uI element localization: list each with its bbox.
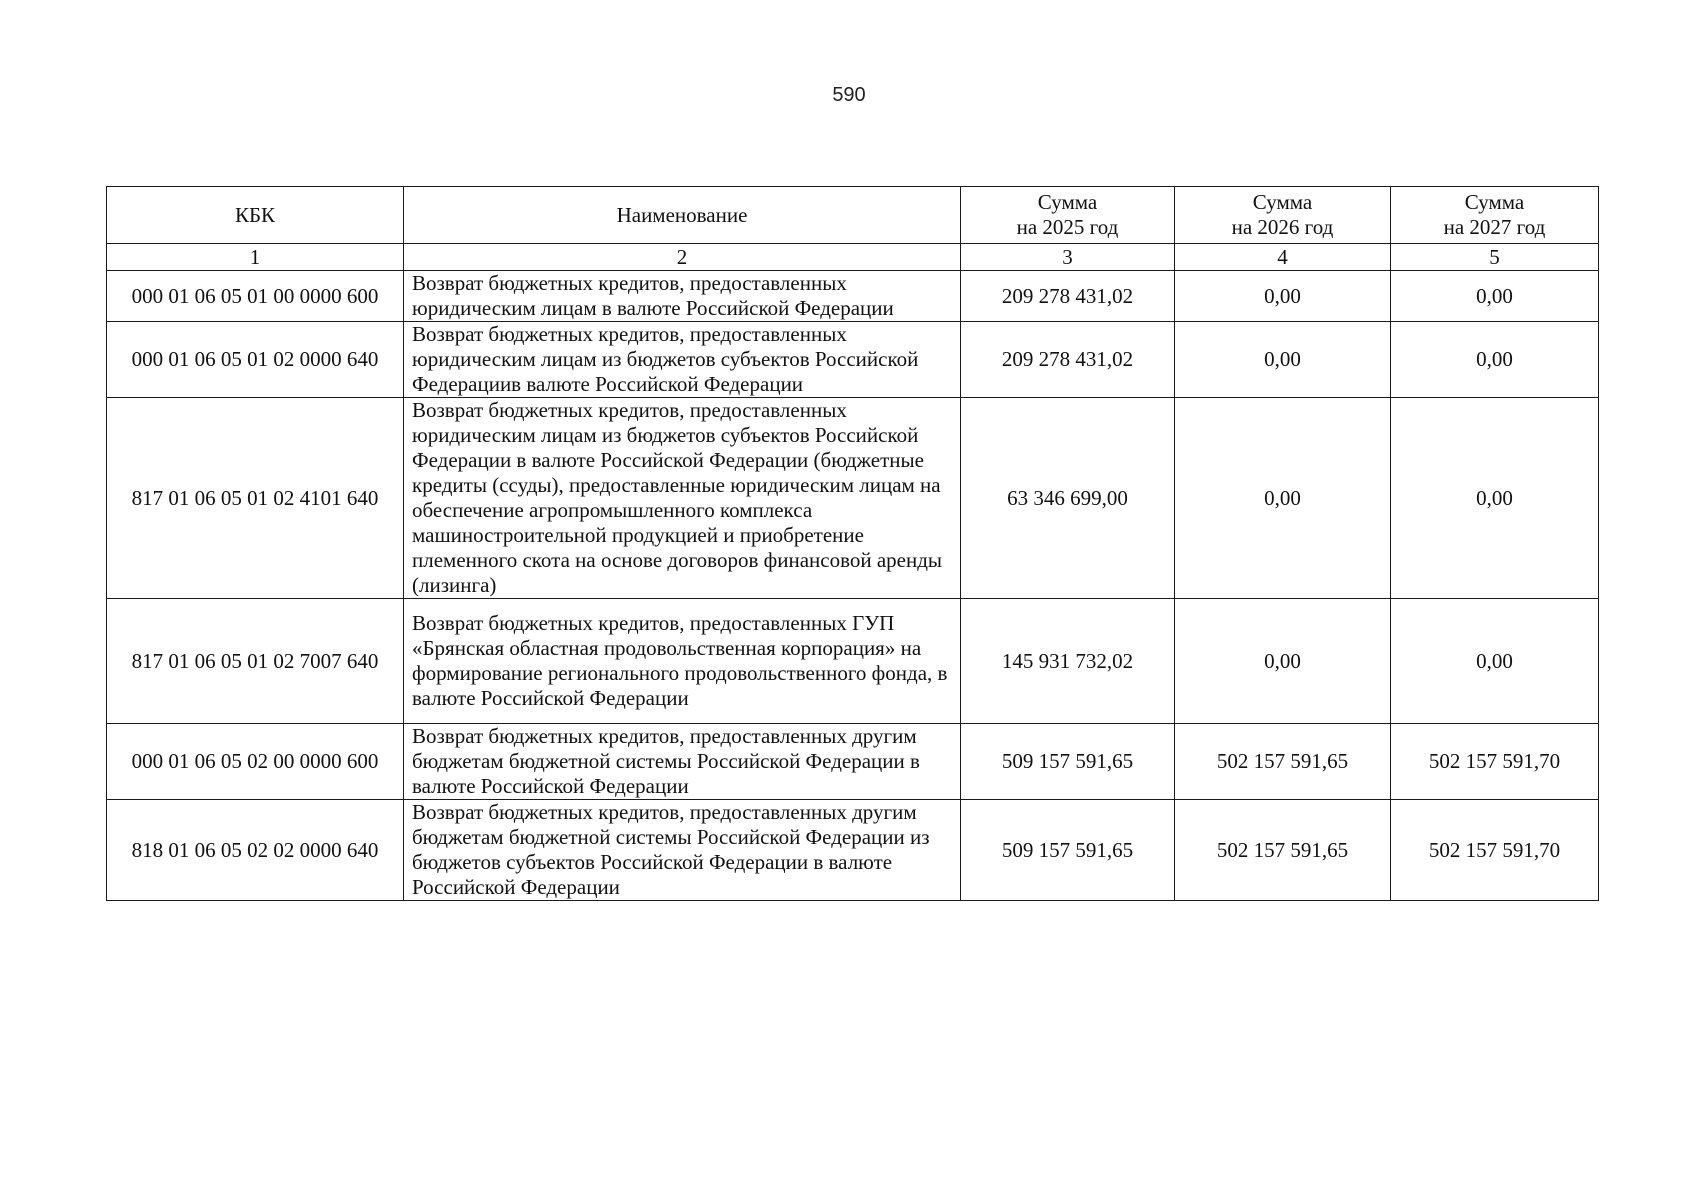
column-number: 5	[1391, 244, 1599, 271]
sum-2027-cell: 0,00	[1391, 599, 1599, 724]
kbk-cell: 817 01 06 05 01 02 4101 640	[107, 398, 404, 599]
sum-2027-cell: 0,00	[1391, 322, 1599, 398]
column-number-row	[107, 244, 1599, 271]
sum-2026-cell: 0,00	[1175, 322, 1391, 398]
kbk-cell: 817 01 06 05 01 02 7007 640	[107, 599, 404, 724]
table-header-row	[107, 187, 1599, 244]
kbk-cell: 818 01 06 05 02 02 0000 640	[107, 800, 404, 901]
header-sum-2025-line-1: Сумма	[1037, 190, 1098, 214]
name-cell: Возврат бюджетных кредитов, предоставленных другим бюджетам бюджетной системы Российской Федерации в валюте Российской Федерации	[404, 724, 961, 800]
sum-2025-cell: 63 346 699,00	[961, 398, 1175, 599]
page-number: 590	[832, 84, 866, 106]
kbk-cell: 000 01 06 05 01 00 0000 600	[107, 271, 404, 322]
sum-2027-cell: 0,00	[1391, 398, 1599, 599]
header-sum-2026-line-2: на 2026 год	[1231, 215, 1334, 239]
name-cell: Возврат бюджетных кредитов, предоставленных ГУП «Брянская областная продовольственная корпорация» на формирование регионального продовольственного фонда, в валюте Российской Федерации	[404, 599, 961, 724]
table-row	[107, 599, 1599, 724]
sum-2027-cell: 0,00	[1391, 271, 1599, 322]
header-sum-2026-line-1: Сумма	[1252, 190, 1313, 214]
table-row	[107, 724, 1599, 800]
header-sum-2027-line-2: на 2027 год	[1443, 215, 1546, 239]
sum-2025-cell: 209 278 431,02	[961, 322, 1175, 398]
column-number: 3	[961, 244, 1175, 271]
sum-2026-cell: 0,00	[1175, 599, 1391, 724]
table-row	[107, 398, 1599, 599]
table-row	[107, 322, 1599, 398]
name-cell: Возврат бюджетных кредитов, предоставленных юридическим лицам из бюджетов субъектов Российской Федерациив валюте Российской Федерации	[404, 322, 961, 398]
column-number: 2	[404, 244, 961, 271]
header-sum-2027	[1391, 187, 1599, 244]
kbk-cell: 000 01 06 05 01 02 0000 640	[107, 322, 404, 398]
header-name: Наименование	[404, 187, 961, 244]
table-row	[107, 271, 1599, 322]
column-number: 4	[1175, 244, 1391, 271]
name-cell: Возврат бюджетных кредитов, предоставленных другим бюджетам бюджетной системы Российской Федерации из бюджетов субъектов Российской Федерации в валюте Российской Федерации	[404, 800, 961, 901]
name-cell: Возврат бюджетных кредитов, предоставленных юридическим лицам в валюте Российской Федерации	[404, 271, 961, 322]
header-sum-2025	[961, 187, 1175, 244]
kbk-cell: 000 01 06 05 02 00 0000 600	[107, 724, 404, 800]
budget-table	[106, 186, 1599, 901]
sum-2026-cell: 0,00	[1175, 398, 1391, 599]
sum-2025-cell: 509 157 591,65	[961, 800, 1175, 901]
sum-2025-cell: 509 157 591,65	[961, 724, 1175, 800]
sum-2026-cell: 0,00	[1175, 271, 1391, 322]
header-sum-2027-line-1: Сумма	[1464, 190, 1525, 214]
sum-2026-cell: 502 157 591,65	[1175, 800, 1391, 901]
header-sum-2026	[1175, 187, 1391, 244]
table-row	[107, 800, 1599, 901]
column-number: 1	[107, 244, 404, 271]
sum-2026-cell: 502 157 591,65	[1175, 724, 1391, 800]
header-kbk: КБК	[107, 187, 404, 244]
sum-2025-cell: 209 278 431,02	[961, 271, 1175, 322]
sum-2027-cell: 502 157 591,70	[1391, 724, 1599, 800]
sum-2027-cell: 502 157 591,70	[1391, 800, 1599, 901]
name-cell: Возврат бюджетных кредитов, предоставленных юридическим лицам из бюджетов субъектов Российской Федерации в валюте Российской Федерации (бюджетные кредиты (ссуды), предоставленные юридическим лицам на обеспечение агропромышленного комплекса машиностроительной продукцией и приобретение племенного скота на основе договоров финансовой аренды (лизинга)	[404, 398, 961, 599]
header-sum-2025-line-2: на 2025 год	[1016, 215, 1119, 239]
sum-2025-cell: 145 931 732,02	[961, 599, 1175, 724]
